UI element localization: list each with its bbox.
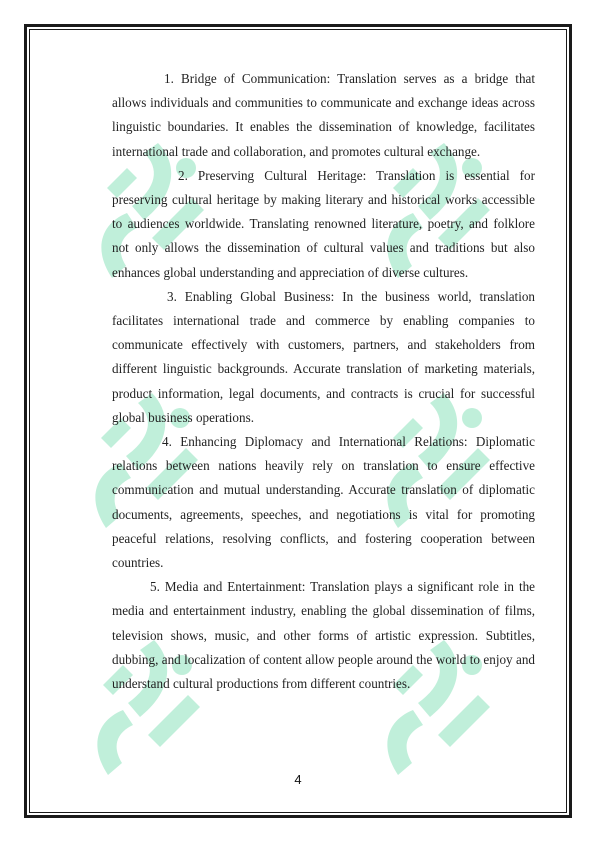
paragraph-enabling-global-business: 3. Enabling Global Business: In the business world, translation facilitates international trade and commerce by enabling companies to communicate effectively with customers, partners, and stakeholders from different linguistic backgrounds. Accurate translation of marketing materials, product information, legal documents, and contracts is crucial for successful global business operations. — [112, 288, 535, 425]
paragraph-preserving-cultural-heritage: 2. Preserving Cultural Heritage: Translation is essential for preserving cultural heritage by making literary and historical works accessible to audiences worldwide. Translating renowned literature, poetry, and folklore not only allows the dissemination of cultural values and traditions but also enhances global understanding and appreciation of diverse cultures. — [112, 167, 535, 280]
page-number: 4 — [294, 772, 302, 787]
paragraph-enhancing-diplomacy: 4. Enhancing Diplomacy and International Relations: Diplomatic relations between nations heavily rely on translation to ensure effective communication and mutual understanding. Accurate translation of diplomatic documents, agreements, speeches, and negotiations is vital for promoting peaceful relations, resolving conflicts, and fostering cooperation between countries. — [112, 434, 535, 571]
paragraph-bridge-of-communication: 1. Bridge of Communication: Translation serves as a bridge that allows individuals and communities to communicate and exchange ideas across linguistic boundaries. It enables the dissemination of knowledge, facilitates international trade and collaboration, and promotes cultural exchange. — [112, 71, 535, 159]
paragraph-media-and-entertainment: 5. Media and Entertainment: Translation plays a significant role in the media and entertainment industry, enabling the global dissemination of films, television shows, music, and other forms of artistic expression. Subtitles, dubbing, and localization of content allow people around the world to enjoy and understand cultural productions from different countries. — [112, 579, 535, 692]
document-body — [112, 67, 535, 696]
